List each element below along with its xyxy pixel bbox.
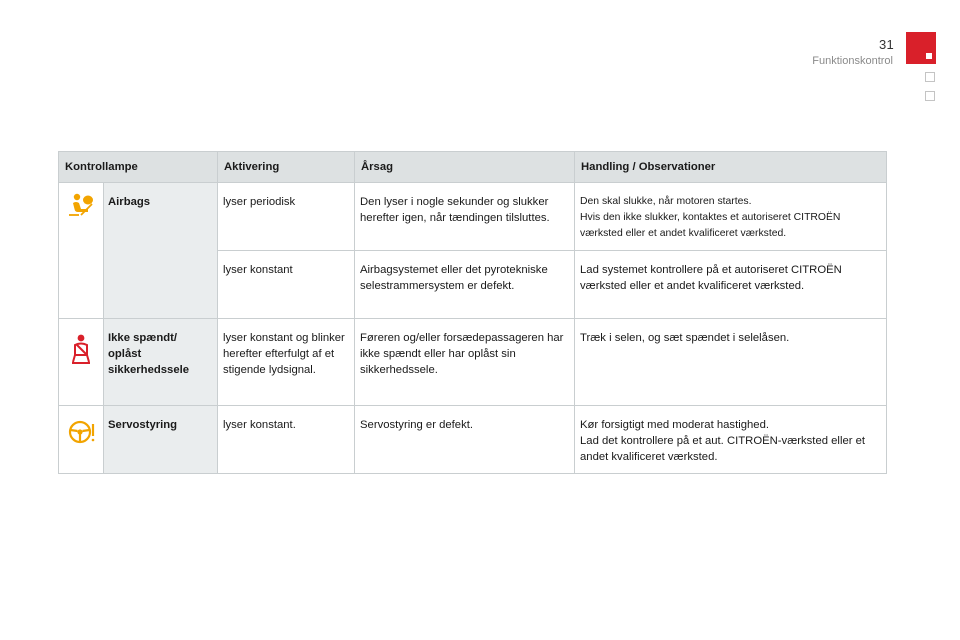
chapter-tab-outline-1[interactable] <box>925 72 935 82</box>
chapter-tab-outline-2[interactable] <box>925 91 935 101</box>
action-cell <box>575 183 887 251</box>
airbag-icon-cell <box>59 183 104 319</box>
action-text-line-2: Lad det kontrollere på et aut. CITROËN-værksted eller et andet kvalificeret værksted. <box>580 435 866 463</box>
activation-cell: lyser konstant og blinker herefter efterfulgt af et stigende lydsignal. <box>218 319 355 406</box>
seatbelt-icon-cell <box>59 319 104 406</box>
column-header-cause: Årsag <box>355 152 575 183</box>
cause-cell: Føreren og/eller forsædepassageren har ikke spændt eller har oplåst sin sikkerhedssele. <box>355 319 575 406</box>
lamp-name-seatbelt: Ikke spændt/ oplåst sikkerhedssele <box>104 319 218 406</box>
chapter-tab[interactable] <box>906 32 936 64</box>
cause-cell: Servostyring er defekt. <box>355 406 575 474</box>
steering-icon-cell <box>59 406 104 474</box>
activation-cell: lyser periodisk <box>218 183 355 251</box>
activation-cell: lyser konstant. <box>218 406 355 474</box>
column-header-action: Handling / Observationer <box>575 152 887 183</box>
action-text-line-2: Hvis den ikke slukker, kontaktes et autoriseret CITROËN værksted eller et andet kvalificeret værksted. <box>580 212 841 239</box>
lamp-name-power-steering: Servostyring <box>104 406 218 474</box>
action-cell <box>575 406 887 474</box>
power-steering-warning-icon <box>65 418 97 446</box>
column-header-activation: Aktivering <box>218 152 355 183</box>
page-number: 31 <box>878 37 894 52</box>
warning-lamp-table <box>58 151 887 474</box>
action-cell: Lad systemet kontrollere på et autoriseret CITROËN værksted eller et andet kvalificeret værksted. <box>575 251 887 319</box>
seatbelt-warning-icon <box>68 333 94 365</box>
cause-cell: Den lyser i nogle sekunder og slukker herefter igen, når tændingen tilsluttes. <box>355 183 575 251</box>
cause-cell: Airbagsystemet eller det pyrotekniske selestrammersystem er defekt. <box>355 251 575 319</box>
table-row <box>59 183 887 251</box>
action-cell: Træk i selen, og sæt spændet i selelåsen. <box>575 319 887 406</box>
action-text-line-1: Kør forsigtigt med moderat hastighed. <box>580 419 769 431</box>
table-row <box>59 319 887 406</box>
column-header-lamp: Kontrollampe <box>59 152 218 183</box>
airbag-warning-icon <box>66 191 96 217</box>
action-text-line-1: Den skal slukke, når motoren startes. <box>580 196 752 207</box>
activation-cell: lyser konstant <box>218 251 355 319</box>
chapter-tab-mark <box>926 53 932 59</box>
table-row <box>59 406 887 474</box>
section-title: Funktionskontrol <box>812 55 893 67</box>
lamp-name-airbags: Airbags <box>104 183 218 319</box>
table-header-row <box>59 152 887 183</box>
